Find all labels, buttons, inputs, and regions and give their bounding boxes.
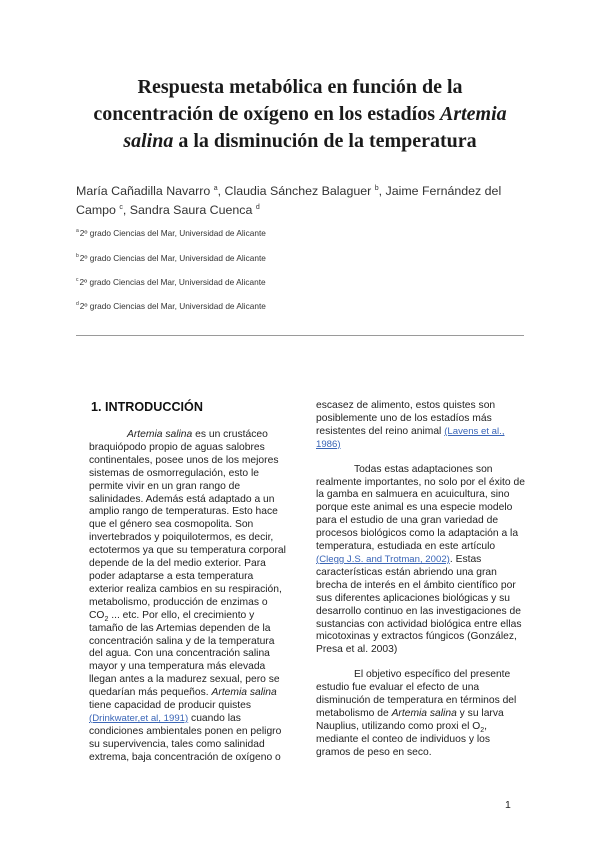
affiliation-a — [76, 228, 526, 239]
title-line-3 — [80, 128, 520, 155]
paragraph-text: , mediante el conteo de individuos y los gramos de peso en seco. — [316, 720, 491, 758]
page-number: 1 — [505, 799, 511, 811]
author-list — [76, 182, 526, 220]
section-heading: 1. INTRODUCCIÓN — [91, 400, 203, 414]
title-text: concentración de oxígeno en los estadíos — [93, 103, 440, 125]
author-2: , Claudia Sánchez Balaguer — [217, 184, 375, 198]
paragraph-text: ... etc. Por ello, el crecimiento y tamaño de las Artemias dependen de la concentración salina y de la temperatura del agua. Con una concentración salina mayor y una temperatura más elevada llegan antes a la madurez sexual, pero se quedarían más pequeños. — [89, 609, 280, 699]
author-4: , Sandra Saura Cuenca — [122, 203, 256, 217]
title-species-genus: Artemia — [439, 103, 507, 125]
paragraph-text: Todas estas adaptaciones son realmente importantes, no solo por el éxito de la gamba en salmuera en acuicultura, sino porque este animal es una especie modelo para el estudio de una gran variedad de procesos biológicos como la adaptación a la temperatura, estudiada en este artículo — [316, 463, 525, 553]
paper-title — [80, 74, 520, 155]
species-name: Artemia salina — [127, 429, 193, 440]
affiliation-d — [76, 301, 526, 312]
paragraph-text: El objetivo específico del presente estudio fue evaluar el efecto de una disminución de temperatura en términos del metabolismo de — [316, 669, 517, 719]
paragraph-text: escasez de alimento, estos quistes son posiblemente uno de los estadíos más resistentes del reino animal — [316, 400, 496, 437]
paragraph-text: . Estas características están abriendo una gran brecha de interés en el ámbito científico por sus diferentes aplicaciones biológicas y su desarrollo continuo en las investigaciones de sustancias con actividad biológica entre ellas micotoxinas y extractos fúngicos (González, Presa et al. 2003) — [316, 553, 522, 656]
affiliation-text: 2º grado Ciencias del Mar, Universidad de Alicante — [79, 301, 266, 311]
paragraph-text: es un crustáceo braquiópodo propio de aguas salobres continentales, posee unos de los mejores sistemas de osmorregulación, esto le permite vivir en un gran rango de salinidades. Además está adaptado a un amplio rango de temperaturas. Esto hace que el género sea cosmopolita. Son invertebrados y poiquilotermos, es decir, ectotermos ya que su temperatura corporal depende de la del medio exterior. Para poder adaptarse a esta temperatura exterior realiza cambios en su respiración, metabolismo, producción de enzimas o CO — [89, 429, 286, 621]
title-text-end: a la disminución de la temperatura — [173, 130, 477, 152]
left-column — [89, 400, 289, 765]
title-species-name: salina — [123, 130, 174, 152]
title-line-1: Respuesta metabólica en función de la — [137, 76, 463, 98]
right-column — [316, 400, 526, 760]
paragraph-text: cuando las condiciones ambientales ponen en peligro su supervivencia, tales como salinidad extrema, baja concentración de oxígeno o — [89, 712, 282, 763]
affiliation-b — [76, 253, 526, 264]
intro-paragraph-3 — [316, 669, 526, 759]
affiliation-text: 2º grado Ciencias del Mar, Universidad de Alicante — [79, 253, 266, 263]
intro-paragraph-1-continued — [316, 400, 526, 452]
citation-link-drinkwater[interactable]: (Drinkwater,et al, 1991) — [89, 712, 189, 724]
intro-paragraph-2 — [316, 464, 526, 658]
affiliation-text: 2º grado Ciencias del Mar, Universidad de Alicante — [79, 277, 266, 287]
affiliation-mark: c — [76, 277, 79, 284]
subscript: 2 — [480, 726, 485, 734]
affiliation-mark: b — [76, 253, 79, 260]
affiliation-c — [76, 277, 526, 288]
affiliation-mark: d — [76, 301, 79, 308]
author-3-mark: c — [119, 203, 123, 211]
subscript: 2 — [104, 615, 109, 623]
species-name: Artemia salina — [391, 707, 457, 719]
header-divider — [76, 335, 524, 336]
citation-link-lavens[interactable]: (Lavens et al., 1986) — [316, 425, 505, 450]
author-3: , Jaime Fernández del Campo — [76, 184, 502, 217]
author-1: María Cañadilla Navarro — [76, 184, 214, 198]
citation-link-clegg[interactable]: (Clegg J.S. and Trotman, 2002) — [316, 553, 450, 565]
paragraph-text: tiene capacidad de producir quistes — [89, 700, 251, 712]
intro-paragraph-1 — [89, 429, 289, 765]
affiliation-mark: a — [76, 228, 79, 235]
author-1-mark: a — [213, 184, 218, 192]
paragraph-text: y su larva Nauplius, utilizando como proxi el O — [316, 707, 504, 732]
author-2-mark: b — [374, 184, 379, 192]
species-name: Artemia salina — [211, 687, 277, 699]
author-4-mark: d — [255, 203, 260, 211]
affiliation-text: 2º grado Ciencias del Mar, Universidad de Alicante — [79, 228, 266, 238]
title-line-2 — [80, 101, 520, 128]
